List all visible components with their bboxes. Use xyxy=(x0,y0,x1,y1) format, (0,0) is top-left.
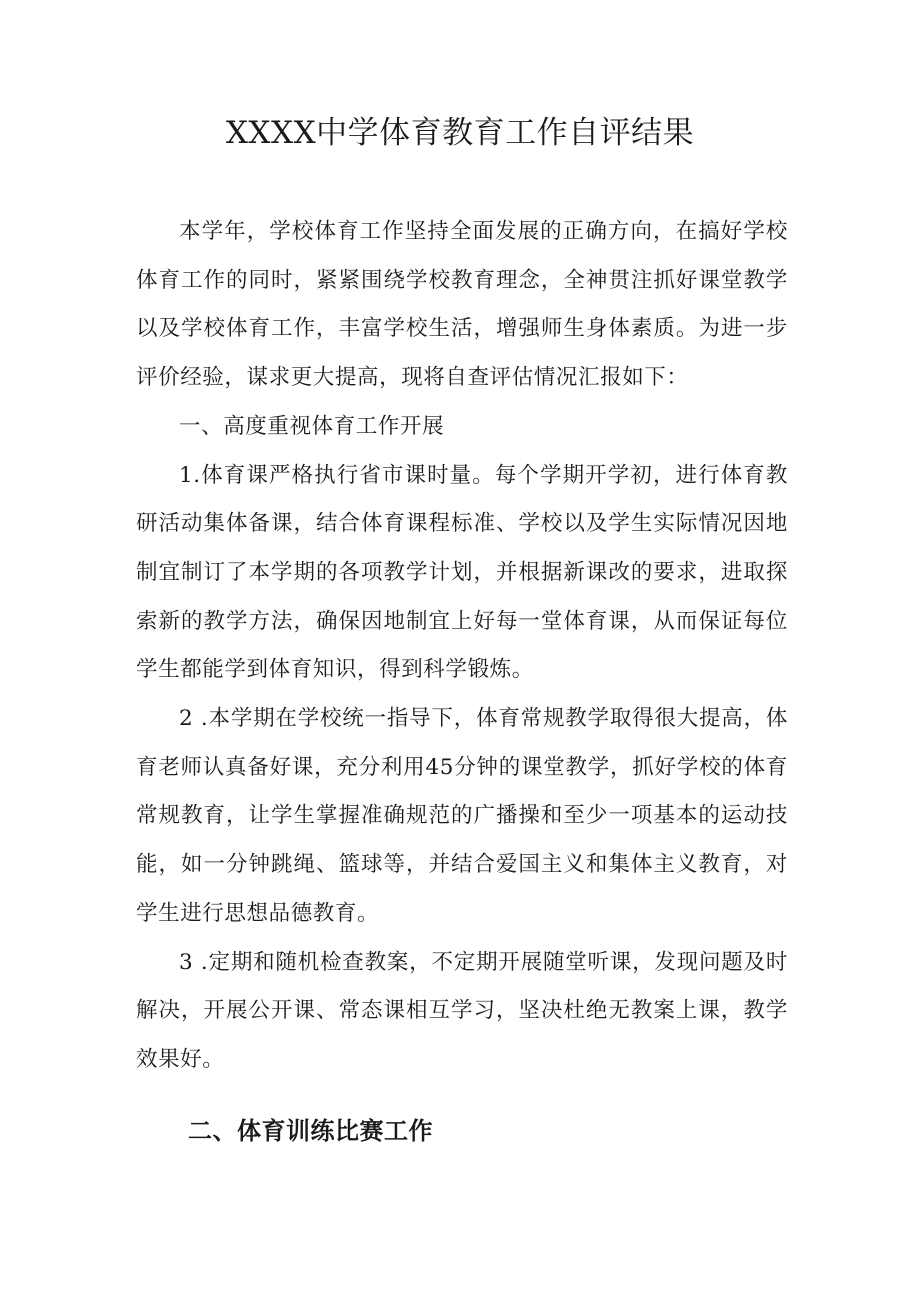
document-title: XXXX中学体育教育工作自评结果 xyxy=(225,115,695,151)
section-2-heading: 二、体育训练比赛工作 xyxy=(188,1117,433,1145)
item-3-paragraph: 3 .定期和随机检查教案，不定期开展随堂听课，发现问题及时解决，开展公开课、常态课相互学习，坚决杜绝无教案上课，教学效果好。 xyxy=(136,949,788,1072)
item-1-paragraph: 1.体育课严格执行省市课时量。每个学期开学初，进行体育教研活动集体备课，结合体育课程标准、学校以及学生实际情况因地制宜制订了本学期的各项教学计划，并根据新课改的要求，进取探索新的教学方法，确保因地制宜上好每一堂体育课，从而保证每位学生都能学到体育知识，得到科学锻炼。 xyxy=(136,462,788,683)
item-2-paragraph: 2 .本学期在学校统一指导下，体育常规教学取得很大提高，体育老师认真备好课，充分利用45分钟的课堂教学，抓好学校的体育常规教育，让学生掌握准确规范的广播操和至少一项基本的运动技能，如一分钟跳绳、篮球等，并结合爱国主义和集体主义教育，对学生进行思想品德教育。 xyxy=(136,706,788,926)
document-body xyxy=(136,208,788,1085)
section-1-heading: 一、高度重视体育工作开展 xyxy=(179,413,445,439)
intro-paragraph: 本学年，学校体育工作坚持全面发展的正确方向，在搞好学校体育工作的同时，紧紧围绕学校教育理念，全神贯注抓好课堂教学以及学校体育工作，丰富学校生活，增强师生身体素质。为进一步评价经验，谋求更大提高，现将自查评估情况汇报如下： xyxy=(136,219,788,391)
